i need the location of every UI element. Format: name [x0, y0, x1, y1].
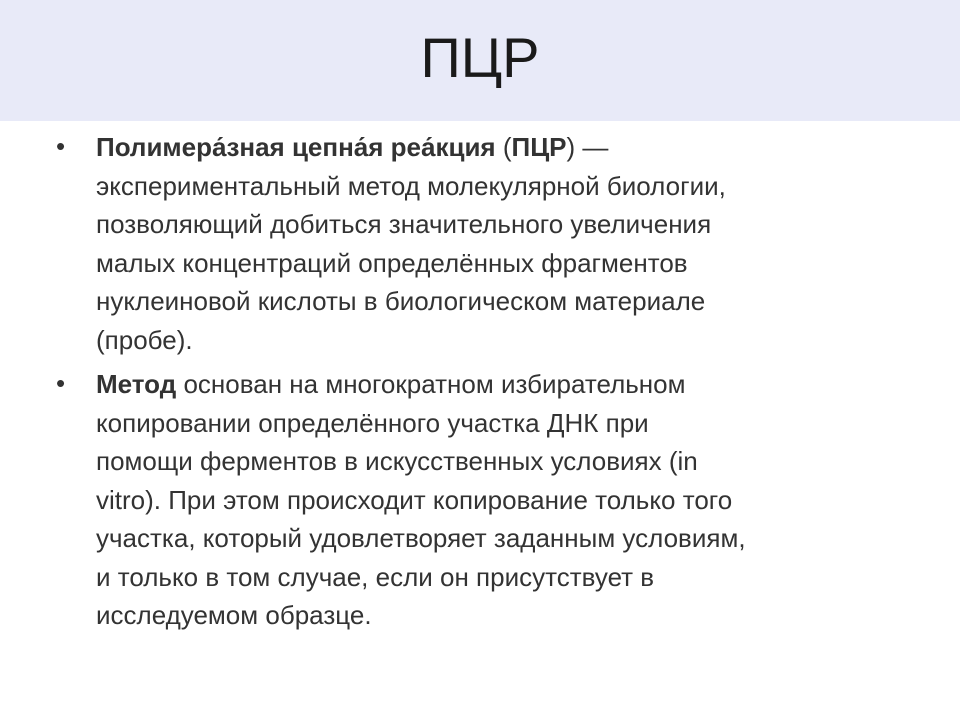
- bullet-marker: •: [56, 131, 66, 161]
- bullet-line: участка, который удовлетворяет заданным условиям,: [96, 523, 746, 553]
- term-method: Метод: [96, 369, 177, 399]
- bullet-line: нуклеиновой кислоты в биологическом материале: [96, 286, 706, 316]
- bullet-line: помощи ферментов в искусственных условиях (in: [96, 446, 698, 476]
- bullet-line: (пробе).: [96, 324, 193, 355]
- bullet-line: исследуемом образце.: [96, 600, 372, 630]
- term-paren-close: ) —: [566, 132, 609, 162]
- term-pcr-full-name: Полимера́зная цепна́я реа́кция: [96, 132, 496, 162]
- bullet-line: [96, 128, 920, 167]
- bullet-line: и только в том случае, если он присутствует в: [96, 561, 655, 592]
- bullet-line: экспериментальный метод молекулярной биологии,: [96, 170, 726, 201]
- bullet-line: vitro). При этом происходит копирование только того: [96, 484, 733, 515]
- bullet-text: основан на многократном избирательном: [176, 369, 686, 399]
- term-pcr-abbrev: ПЦР: [511, 132, 567, 162]
- bullet-line: малых концентраций определённых фрагментов: [96, 247, 688, 278]
- bullet-marker: •: [56, 368, 66, 398]
- bullet-line: позволяющий добиться значительного увеличения: [96, 209, 712, 239]
- slide-title: ПЦР: [420, 26, 540, 89]
- bullet-list: [0, 128, 960, 635]
- bullet-pcr-definition: [0, 128, 960, 359]
- bullet-line: [96, 365, 920, 404]
- term-paren-open: (: [495, 132, 512, 162]
- bullet-method-description: [0, 365, 960, 635]
- bullet-line: копировании определённого участка ДНК при: [96, 407, 649, 438]
